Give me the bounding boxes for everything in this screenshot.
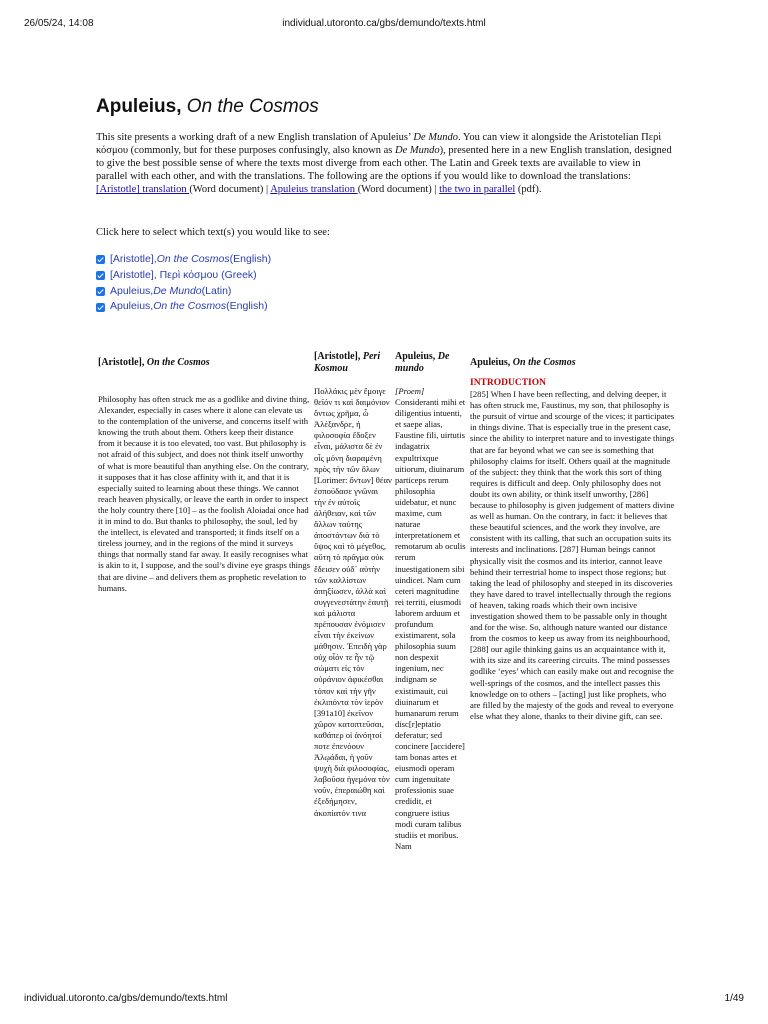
- option-label: (English): [226, 300, 268, 313]
- proem-marker: [Proem]: [395, 386, 425, 396]
- intro-paragraph: [96, 131, 674, 196]
- column-heading: [98, 357, 310, 369]
- column-heading: [395, 351, 467, 375]
- option-label: (English): [229, 253, 272, 265]
- option-label-em: On the Cosmos: [153, 300, 227, 313]
- checkbox-checked-icon[interactable]: [96, 271, 105, 280]
- column-apuleius-english: [470, 357, 676, 722]
- aristotle-translation-link[interactable]: [Aristotle] translation: [96, 184, 190, 195]
- column-text: Πολλάκις μὲν ἔμοιγε θεῖόν τι καὶ δαιμόνιον ὄντως χρῆμα, ὦ Ἀλέξανδρε, ἡ φιλοσοφία ἔδοξεν εἶναι, μάλιστα δὲ ἐν οἷς μόνη διαραμένη πρὸς τὴν τῶν ὅλων [Lorimer: ὄντων] θέαν ἐσπούδασε γνῶναι τὴν ἐν αὐτοῖς ἀλήθειαν, καὶ τῶν ἄλλων ταύτης ἀποστάντων διὰ τὸ ὕψος καὶ τὸ μέγεθος, αὕτη τὸ πρᾶγμα οὐκ ἔδεισεν οὐδ᾽ αὑτὴν τῶν καλλίστων ἀπηξίωσεν, ἀλλὰ καὶ συγγενεστάτην ἑαυτῇ καὶ μάλιστα πρέπουσαν ἐνόμισεν εἶναι τὴν ἐκείνων μάθησιν. Ἐπειδὴ γὰρ οὐχ οἷόν τε ἦν τῷ σώματι εἰς τὸν οὐράνιον ἀφικέσθαι τόπον καὶ τὴν γῆν ἐκλιπόντα τὸν ἱερὸν [391a10] ἐκεῖνον χῶρον κατοπτεῦσαι, καθάπερ οἱ ἀνόητοί ποτε ἐπενόουν Ἀλῳάδαι, ἡ γοῦν ψυχὴ διὰ φιλοσοφίας, λαβοῦσα ἡγεμόνα τὸν νοῦν, ἐπεραιώθη καὶ ἐξεδήμησεν, ἀκοπίατόν τινα: [314, 386, 392, 818]
- parallel-pdf-link[interactable]: the two in parallel: [439, 184, 516, 195]
- column-apuleius-latin: [395, 351, 467, 852]
- heading-text: [Aristotle],: [98, 357, 147, 368]
- title-work: On the Cosmos: [186, 96, 319, 117]
- print-header: [24, 18, 744, 30]
- intro-text: (pdf).: [515, 184, 542, 195]
- heading-text: Apuleius,: [395, 351, 438, 362]
- intro-em: De Mundo: [394, 145, 440, 156]
- apuleius-translation-link[interactable]: Apuleius translation: [270, 184, 358, 195]
- latin-text: Consideranti mihi et diligentius intuenti, et saepe alias, Faustine fili, uirtutis indagatrix expultrixque uitiorum, diuinarum particeps rerum philosophia uidebatur, et nunc maxime, cum naturae interpretationem et remotarum ab oculis rerum inuestigationem sibi uindicet. Nam cum ceteri magnitudine rei territi, eiusmodi laborem arduum et profundum existimarent, sola philosophia suum non despexit ingenium, nec indignam se existimauit, cui diuinarum et humanarum rerum disc[r]eptatio deferatur; sed concinere [accidere] tam bonas artes et eiusmodi operam cum ingenuitate professionis suae credidit, et congruere istius modi curam talibus studiis et moribus. Nam: [395, 397, 466, 851]
- checkbox-checked-icon[interactable]: [96, 255, 105, 264]
- intro-text: ), presented here in a new English translation, designed to give the best possible sense of where the texts most diverge from each other. The Latin and Greek texts are available to view in parallel with each other, and with the translations. The following are the options if you would like to download the translations:: [96, 145, 672, 182]
- heading-em: De mundo: [395, 351, 450, 374]
- print-footer-url: individual.utoronto.ca/gbs/demundo/texts.html: [24, 993, 228, 1004]
- intro-text: . You can view it alongside the Aristotelian Περὶ κόσμου (commonly, but for these purposes confusingly, also known as: [96, 132, 662, 156]
- column-heading: [314, 351, 392, 375]
- option-aristotle-greek[interactable]: [96, 268, 271, 284]
- print-datetime: 26/05/24, 14:08: [24, 18, 94, 29]
- page-title: [96, 96, 319, 118]
- option-apuleius-english[interactable]: [96, 299, 271, 315]
- option-aristotle-english[interactable]: [96, 252, 271, 268]
- heading-em: On the Cosmos: [512, 357, 576, 368]
- heading-em: Peri Kosmou: [314, 351, 381, 374]
- column-text: [395, 386, 467, 852]
- print-header-url: individual.utoronto.ca/gbs/demundo/texts.html: [282, 18, 486, 29]
- checkbox-checked-icon[interactable]: [96, 303, 105, 312]
- intro-text: This site presents a working draft of a new English translation of Apuleius’: [96, 132, 414, 143]
- checkbox-checked-icon[interactable]: [96, 287, 105, 296]
- column-aristotle-english: [98, 357, 310, 594]
- column-aristotle-greek: [314, 351, 392, 819]
- option-apuleius-latin[interactable]: [96, 284, 271, 300]
- page-number: 1/49: [724, 993, 744, 1004]
- select-prompt[interactable]: Click here to select which text(s) you would like to see:: [96, 227, 330, 238]
- column-heading: [470, 357, 676, 369]
- heading-text: Apuleius,: [470, 357, 513, 368]
- intro-text: (Word document) |: [189, 184, 271, 195]
- intro-em: De Mundo: [413, 132, 458, 143]
- option-label: (Latin): [201, 284, 232, 297]
- print-footer: [24, 993, 744, 1005]
- option-label: [Aristotle],: [110, 253, 157, 265]
- text-selector: [96, 252, 271, 315]
- introduction-heading: INTRODUCTION: [470, 378, 547, 388]
- title-author: Apuleius,: [96, 96, 187, 117]
- heading-text: [Aristotle],: [314, 351, 363, 362]
- column-text: Philosophy has often struck me as a godlike and divine thing, Alexander, especially in cases where it alone can elevate us to the contemplation of the universe, and concerns itself with knowing the truth about them. Others keep their distance from it because it is too elevated, too vast. But philosophy is not afraid of this subject, and does not think itself unworthy of what is more beautiful than anything else. On the contrary, it supposes that it has close affinity with it, and that it is especially suited to learning about these things. We cannot reach heaven physically, or leave the earth in order to inspect the holy country there [10] – as the foolish Aloiadai once had it in mind to do. But thanks to philosophy, the soul, led by the intellect, is elevated and transported; it finds itself on a tireless journey, and in the regions of the mind it surveys things that normally stand far away. It easily recognises what is akin to it, I suppose, and the soul’s divine eye grasps things that are divine – and delivers them as prophetic revelation to humans.: [98, 394, 310, 593]
- option-label: [Aristotle], Περὶ κόσμου (Greek): [110, 268, 257, 281]
- heading-em: On the Cosmos: [146, 357, 210, 368]
- option-label-em: On the Cosmos: [156, 253, 230, 265]
- option-label-em: De Mundo: [153, 284, 202, 297]
- intro-text: (Word document) |: [357, 184, 440, 195]
- option-label: Apuleius,: [110, 284, 154, 297]
- column-text: [285] When I have been reflecting, and delving deeper, it has often struck me, Faustinus, my son, that philosophy is the pursuit of virtue and scourge of the vices; it participates in things divine. That is especially true in the present case, since the ability to interpret nature and to investigate things that are far beyond what we can see is something that philosophy claims for itself. Others quail at the magnitude of the subject: they think that the work this sort of thing requires is difficult and deep. Only philosophy does not doubt its own ability, or think itself unworthy, [286] because to philosophy is given judgement of matters divine as well as human. On the contrary, in fact: it believes that these beautiful sciences, and the work they involve, are consistent with its calling, that such an occupation suits its interests and inclinations. [287] Human beings cannot physically visit the cosmos and its interior, cannot leave behind their terrestrial home to inspect those regions; but taking the lead of philosophy and steeped in its discoveries they have dared to travel intellectually through the regions of heaven, taking roads which their own incisive investigation showed them to be passable only in thought and for the wise. So, although nature wanted our distance from the cosmos to keep us away from its neighbourhood, [288] our agile thinking gains us an acquaintance with it, with its size and its careering circuits. The mind possesses godlike ‘eyes’ which can easily make out and recognise the well-springs of the cosmos, and the intellect passes this knowledge on to others – [acting] just like prophets, who are filled by the majesty of the gods and reveal to everyone else what they alone, thanks to their divine gift, can see.: [470, 389, 675, 721]
- option-label: Apuleius,: [110, 300, 154, 313]
